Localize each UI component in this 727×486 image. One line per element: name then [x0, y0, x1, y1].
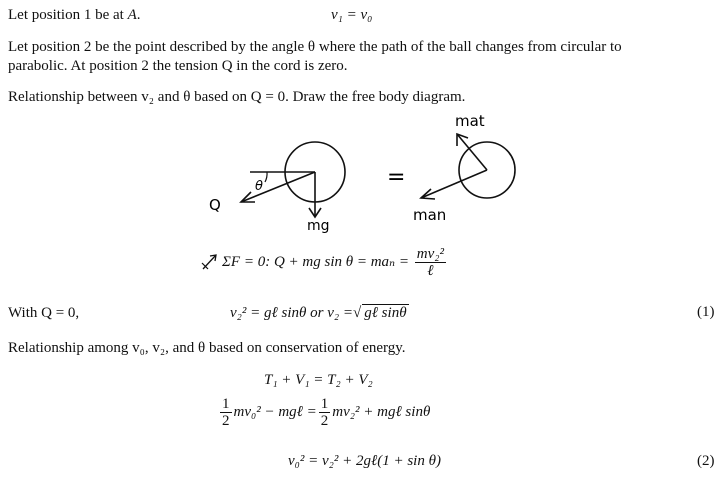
fraction-half-left: [220, 396, 232, 429]
half-num-right: 1: [320, 396, 329, 412]
tangential-arrow: [457, 134, 487, 170]
normal-direction-icon: [200, 252, 220, 272]
equation-2: v₀² = v₂² + 2gℓ(1 + sin θ): [288, 453, 441, 469]
label-with-q-zero: With Q = 0,: [8, 305, 80, 321]
paragraph-position-2-line2: parabolic. At position 2 the tension Q in the cord is zero.: [8, 58, 348, 74]
paragraph-position-2-line1: Let position 2 be the point described by the angle θ where the path of the ball changes from circular to: [8, 39, 622, 55]
equation-sum-forces: [222, 246, 448, 279]
theta-arc: [265, 172, 267, 182]
statement-text: Let position 1 be at: [8, 7, 128, 23]
half-den-right: 2: [320, 413, 329, 429]
paragraph-fbd: Relationship between v₂ and θ based on Q = 0. Draw the free body diagram.: [8, 89, 466, 105]
equation-energy-conservation: T₁ + V₁ = T₂ + V₂: [264, 372, 373, 388]
fraction-denominator: ℓ: [427, 263, 434, 279]
equation-number-2: (2): [697, 453, 715, 469]
half-num-left: 1: [222, 396, 230, 412]
tension-label: Q: [209, 196, 221, 214]
fraction-half-right: [319, 396, 331, 429]
tension-arrow: [241, 172, 315, 202]
theta-label: θ: [255, 179, 263, 194]
equation-energy-expanded: [218, 396, 430, 429]
paragraph-energy: Relationship among v₀, v₂, and θ based on conservation of energy.: [8, 340, 406, 356]
fraction-centripetal: [415, 246, 446, 279]
statement-end: .: [136, 7, 141, 23]
equation-number-1: (1): [697, 304, 715, 320]
equation-v1: v₁ = v₀: [331, 7, 373, 23]
normal-arrowhead: [421, 189, 435, 199]
equation-1-root: gℓ sinθ: [364, 305, 407, 321]
weight-label: mg: [307, 218, 330, 234]
normal-label: man: [413, 206, 447, 224]
free-body-diagram: [195, 110, 535, 235]
sum-forces-lhs: ΣF = 0: Q + mg sin θ = maₙ =: [222, 253, 410, 270]
statement-position-1: [8, 6, 140, 24]
fraction-numerator: mv₂²: [416, 246, 444, 262]
fbd-equals: =: [387, 165, 406, 190]
tangential-label: mat: [455, 112, 485, 130]
equation-1-body: v₂² = gℓ sinθ or v₂ =: [230, 305, 353, 321]
half-den-left: 2: [222, 413, 230, 429]
normal-arrow: [421, 170, 487, 198]
point-variable: A: [127, 7, 137, 23]
equation-1: v₂² = gℓ sinθ or v₂ =√ gℓ sinθ: [230, 305, 407, 321]
energy-expanded-lhs: mv₀² − mgℓ =: [233, 403, 317, 420]
energy-expanded-rhs: mv₂² + mgℓ sinθ: [332, 403, 431, 420]
